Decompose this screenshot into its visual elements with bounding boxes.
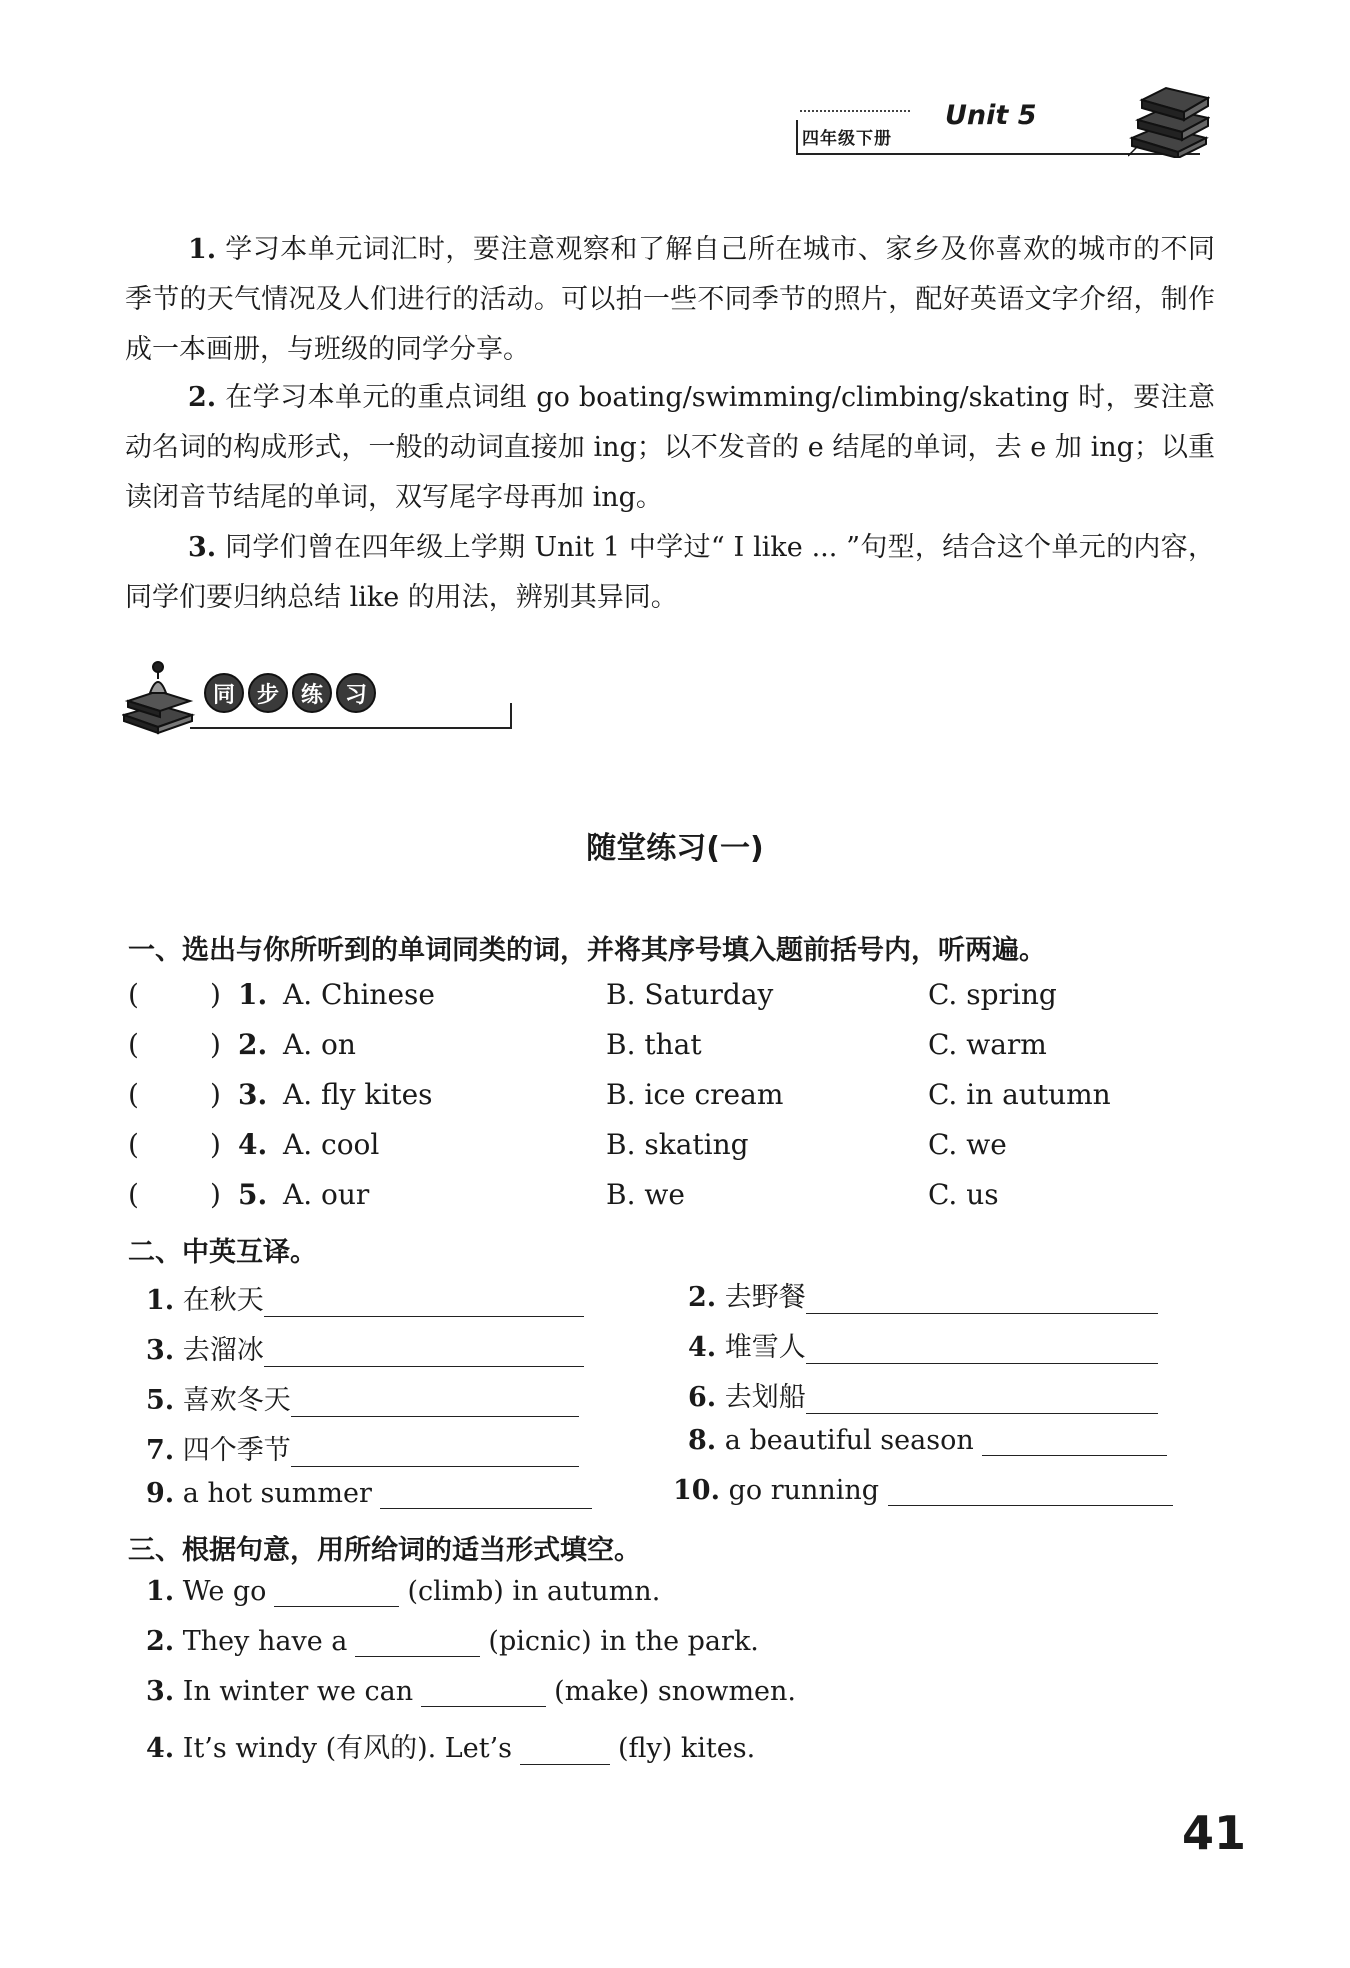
translation-item xyxy=(146,1328,584,1368)
item-text: 四个季节 xyxy=(182,1435,291,1466)
answer-blank[interactable] xyxy=(982,1425,1167,1456)
option-c: C. we xyxy=(928,1128,1007,1161)
tip-paragraph-1 xyxy=(125,225,1215,375)
option-b: B. Saturday xyxy=(606,978,774,1011)
item-number: 8. xyxy=(688,1425,717,1456)
item-number: 1. xyxy=(146,1576,175,1607)
option-a: A. our xyxy=(283,1178,370,1211)
choice-question-row xyxy=(128,978,1228,1018)
option-c: C. spring xyxy=(928,978,1057,1011)
item-number: 5. xyxy=(146,1385,175,1416)
sentence-start: It’s windy (有风的). Let’s xyxy=(182,1733,513,1764)
translation-item xyxy=(146,1478,592,1518)
answer-blank[interactable] xyxy=(291,1436,579,1467)
item-number: 9. xyxy=(146,1478,175,1509)
answer-blank[interactable] xyxy=(291,1386,579,1417)
item-number: 4. xyxy=(146,1733,175,1764)
answer-paren-right: ) xyxy=(210,1078,221,1111)
header-divider xyxy=(796,120,798,154)
sentence-end: (picnic) in the park. xyxy=(488,1626,759,1657)
option-b: B. we xyxy=(606,1178,685,1211)
badge-char: 同 xyxy=(204,673,244,713)
answer-paren-right: ) xyxy=(210,978,221,1011)
badge-char: 练 xyxy=(292,673,332,713)
choice-question-row xyxy=(128,1178,1228,1218)
question-number: 4. xyxy=(238,1128,268,1161)
sentence-end: (make) snowmen. xyxy=(554,1676,797,1707)
sentence-start: In winter we can xyxy=(182,1676,414,1707)
item-number: 2. xyxy=(688,1282,717,1313)
tip-number: 2. xyxy=(188,382,217,413)
part1-title: 一、选出与你所听到的单词同类的词，并将其序号填入题前括号内，听两遍。 xyxy=(128,935,1046,966)
answer-paren-left[interactable]: ( xyxy=(128,1078,139,1111)
translation-item xyxy=(688,1425,1167,1465)
part3-title: 三、根据句意，用所给词的适当形式填空。 xyxy=(128,1535,641,1566)
books-bell-icon xyxy=(122,655,196,735)
tip-text: 学习本单元词汇时，要注意观察和了解自己所在城市、家乡及你喜欢的城市的不同季节的天气情况及人们进行的活动。可以拍一些不同季节的照片，配好英语文字介绍，制作成一本画册，与班级的同学分享。 xyxy=(125,234,1215,365)
item-number: 7. xyxy=(146,1435,175,1466)
item-text: a hot summer xyxy=(182,1478,372,1509)
tip-text: 同学们曾在四年级上学期 Unit 1 中学过“ I like ... ”句型，结合这个单元的内容，同学们要归纳总结 like 的用法，辨别其异同。 xyxy=(125,532,1215,613)
option-b: B. skating xyxy=(606,1128,749,1161)
fill-sentence xyxy=(146,1676,796,1707)
option-b: B. that xyxy=(606,1028,702,1061)
answer-blank[interactable] xyxy=(264,1286,584,1317)
item-number: 2. xyxy=(146,1626,175,1657)
section-badge xyxy=(122,655,392,735)
option-c: C. us xyxy=(928,1178,999,1211)
question-number: 5. xyxy=(238,1178,268,1211)
tip-number: 1. xyxy=(188,234,217,265)
answer-blank[interactable] xyxy=(421,1676,546,1707)
translation-item xyxy=(673,1475,1173,1515)
item-text: 堆雪人 xyxy=(724,1332,806,1363)
unit-label: Unit 5 xyxy=(945,100,1037,131)
choice-question-row xyxy=(128,1078,1228,1118)
item-text: 去划船 xyxy=(724,1382,806,1413)
sentence-start: We go xyxy=(182,1576,267,1607)
option-c: C. in autumn xyxy=(928,1078,1111,1111)
translation-item xyxy=(688,1375,1158,1415)
exercise-title: 随堂练习(一) xyxy=(586,831,764,866)
answer-paren-left[interactable]: ( xyxy=(128,1178,139,1211)
books-stack-icon xyxy=(1128,86,1210,162)
part2-title: 二、中英互译。 xyxy=(128,1237,317,1268)
answer-blank[interactable] xyxy=(520,1734,610,1765)
option-a: A. cool xyxy=(283,1128,380,1161)
answer-blank[interactable] xyxy=(355,1626,480,1657)
answer-blank[interactable] xyxy=(888,1475,1173,1506)
choice-question-row xyxy=(128,1028,1228,1068)
answer-paren-right: ) xyxy=(210,1178,221,1211)
answer-blank[interactable] xyxy=(380,1478,592,1509)
answer-blank[interactable] xyxy=(264,1336,584,1367)
fill-sentence xyxy=(146,1726,755,1765)
answer-paren-left[interactable]: ( xyxy=(128,978,139,1011)
tip-paragraph-2 xyxy=(125,373,1215,523)
fill-sentence xyxy=(146,1626,759,1657)
item-number: 1. xyxy=(146,1285,175,1316)
translation-item xyxy=(146,1378,579,1418)
item-text: 去溜冰 xyxy=(182,1335,264,1366)
item-text: 在秋天 xyxy=(182,1285,264,1316)
answer-paren-left[interactable]: ( xyxy=(128,1028,139,1061)
item-text: a beautiful season xyxy=(724,1425,974,1456)
badge-char: 习 xyxy=(336,673,376,713)
badge-underline xyxy=(190,727,510,729)
option-b: B. ice cream xyxy=(606,1078,784,1111)
question-number: 3. xyxy=(238,1078,268,1111)
translation-item xyxy=(146,1428,579,1468)
answer-blank[interactable] xyxy=(806,1333,1158,1364)
grade-label: 四年级下册 xyxy=(802,129,892,149)
item-text: go running xyxy=(728,1475,880,1506)
item-number: 6. xyxy=(688,1382,717,1413)
translation-item xyxy=(146,1278,584,1318)
answer-blank[interactable] xyxy=(806,1283,1158,1314)
item-number: 3. xyxy=(146,1335,175,1366)
item-number: 10. xyxy=(673,1475,720,1506)
choice-question-row xyxy=(128,1128,1228,1168)
option-a: A. Chinese xyxy=(283,978,435,1011)
badge-right-rule xyxy=(510,703,512,729)
answer-paren-left[interactable]: ( xyxy=(128,1128,139,1161)
page-number: 41 xyxy=(1182,1806,1247,1860)
option-a: A. on xyxy=(283,1028,356,1061)
sentence-end: (climb) in autumn. xyxy=(407,1576,661,1607)
item-text: 去野餐 xyxy=(724,1282,806,1313)
fill-sentence xyxy=(146,1576,660,1607)
tip-text: 在学习本单元的重点词组 go boating/swimming/climbing/skating 时，要注意动名词的构成形式，一般的动词直接加 ing；以不发音的 e 结尾的单词，去 e 加 ing；以重读闭音节结尾的单词，双写尾字母再加 ing。 xyxy=(125,382,1215,513)
sentence-end: (fly) kites. xyxy=(618,1733,756,1764)
item-number: 3. xyxy=(146,1676,175,1707)
answer-paren-right: ) xyxy=(210,1028,221,1061)
item-number: 4. xyxy=(688,1332,717,1363)
tip-paragraph-3 xyxy=(125,523,1215,623)
badge-char: 步 xyxy=(248,673,288,713)
translation-item xyxy=(688,1325,1158,1365)
question-number: 1. xyxy=(238,978,268,1011)
tip-number: 3. xyxy=(188,532,217,563)
item-text: 喜欢冬天 xyxy=(182,1385,291,1416)
answer-blank[interactable] xyxy=(274,1576,399,1607)
header-dotted-line xyxy=(800,110,910,112)
question-number: 2. xyxy=(238,1028,268,1061)
answer-paren-right: ) xyxy=(210,1128,221,1161)
option-c: C. warm xyxy=(928,1028,1047,1061)
sentence-start: They have a xyxy=(182,1626,348,1657)
translation-item xyxy=(688,1275,1158,1315)
option-a: A. fly kites xyxy=(283,1078,433,1111)
answer-blank[interactable] xyxy=(806,1383,1158,1414)
